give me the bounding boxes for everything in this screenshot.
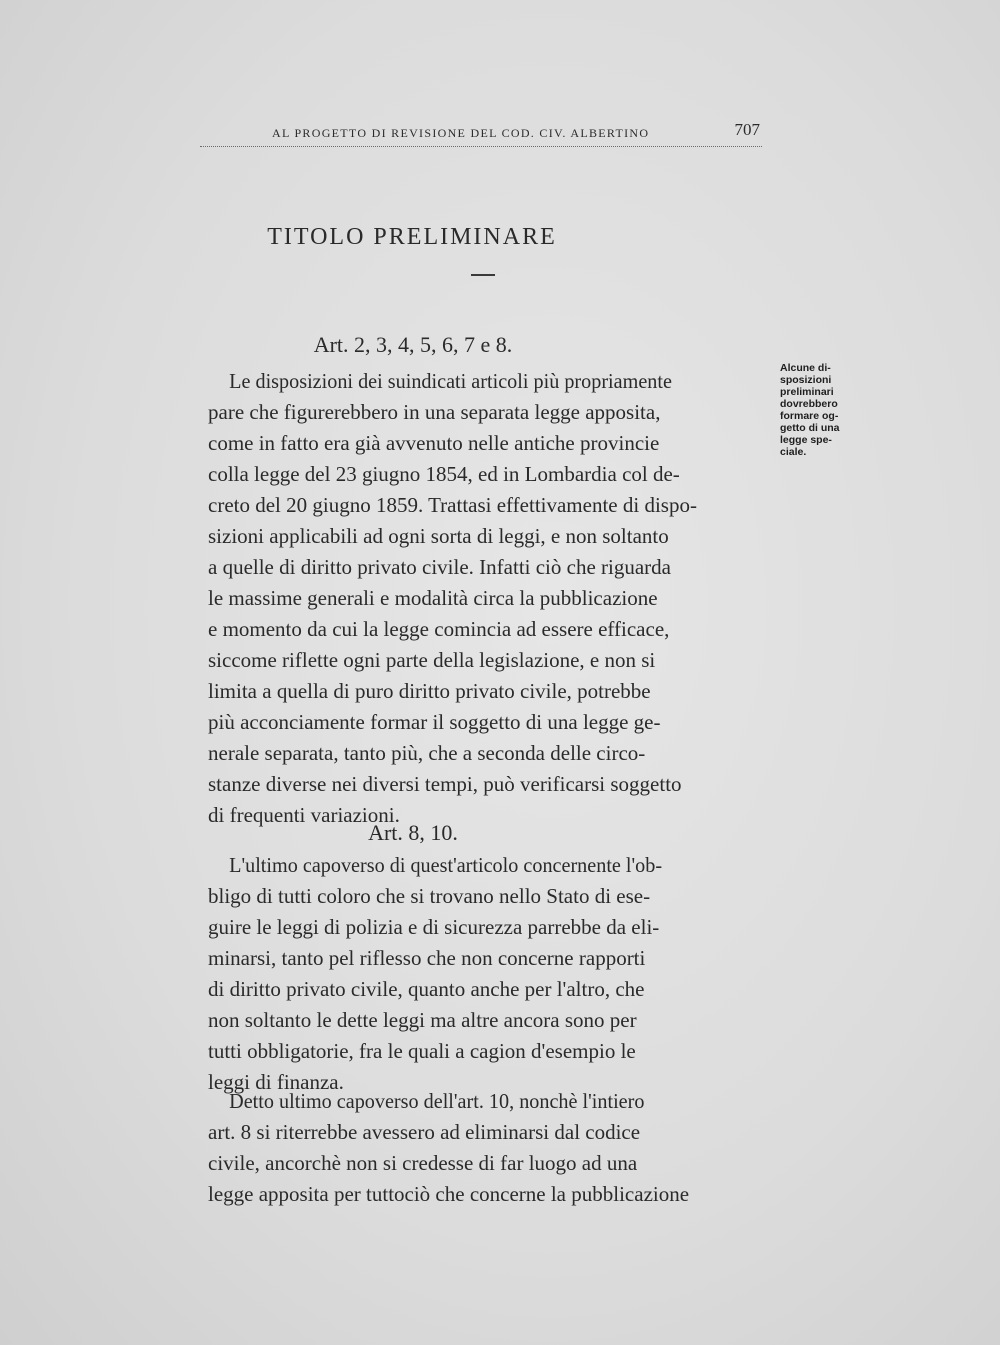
text-line: limita a quella di puro diritto privato civile, potrebbe	[208, 679, 651, 703]
article-heading: Art. 2, 3, 4, 5, 6, 7 e 8.	[313, 332, 513, 357]
marginal-note-line: getto di una	[780, 422, 840, 434]
text-line: più acconciamente formar il soggetto di una legge ge-	[208, 710, 661, 734]
title-rule	[471, 274, 495, 276]
text-line: colla legge del 23 giugno 1854, ed in Lombardia col de-	[208, 462, 680, 486]
page-number: 707	[734, 120, 760, 139]
text-line: e momento da cui la legge comincia ad essere efficace,	[208, 617, 670, 641]
text-line: di frequenti variazioni.	[208, 803, 400, 827]
text-line: Detto ultimo capoverso dell'art. 10, nonchè l'intiero	[229, 1089, 645, 1113]
marginal-note-line: preliminari	[780, 386, 834, 398]
text-line: non soltanto le dette leggi ma altre ancora sono per	[208, 1008, 637, 1032]
text-line: guire le leggi di polizia e di sicurezza parrebbe da eli-	[208, 915, 660, 939]
text-line: come in fatto era già avvenuto nelle antiche provincie	[208, 431, 660, 455]
text-line: stanze diverse nei diversi tempi, può verificarsi soggetto	[208, 772, 682, 796]
marginal-note-line: formare og-	[780, 410, 839, 422]
text-line: le massime generali e modalità circa la pubblicazione	[208, 586, 658, 610]
text-line: sizioni applicabili ad ogni sorta di leggi, e non soltanto	[208, 524, 669, 548]
text-line: Le disposizioni dei suindicati articoli più propriamente	[229, 369, 672, 393]
text-line: tutti obbligatorie, fra le quali a cagion d'esempio le	[208, 1039, 636, 1063]
marginal-note-line: dovrebbero	[780, 398, 838, 410]
text-line: bligo di tutti coloro che si trovano nello Stato di ese-	[208, 884, 651, 908]
text-line: civile, ancorchè non si credesse di far luogo ad una	[208, 1151, 638, 1175]
text-line: art. 8 si riterrebbe avessero ad eliminarsi dal codice	[208, 1120, 641, 1144]
text-line: siccome riflette ogni parte della legislazione, e non si	[208, 648, 656, 672]
marginal-note	[780, 362, 880, 458]
marginal-note-line: Alcune di-	[780, 362, 831, 374]
text-line: leggi di finanza.	[208, 1070, 344, 1094]
marginal-note-line: legge spe-	[780, 434, 832, 446]
running-title: AL PROGETTO DI REVISIONE DEL COD. CIV. ALBERTINO	[272, 126, 650, 140]
text-line: legge apposita per tuttociò che concerne la pubblicazione	[208, 1182, 690, 1206]
article-paragraph	[208, 850, 774, 1098]
text-line: di diritto privato civile, quanto anche per l'altro, che	[208, 977, 645, 1001]
text-line: L'ultimo capoverso di quest'articolo concernente l'ob-	[229, 853, 663, 877]
marginal-note-line: ciale.	[780, 446, 807, 458]
running-header	[200, 118, 762, 147]
article-paragraph	[208, 1086, 774, 1210]
marginal-note-line: sposizioni	[780, 374, 832, 386]
section-title: TITOLO PRELIMINARE	[267, 224, 557, 250]
text-line: creto del 20 giugno 1859. Trattasi effettivamente di dispo-	[208, 493, 697, 517]
text-line: nerale separata, tanto più, che a seconda delle circo-	[208, 741, 646, 765]
article-paragraph	[208, 366, 774, 831]
text-line: pare che figurerebbero in una separata legge apposita,	[208, 400, 661, 424]
text-line: a quelle di diritto privato civile. Infatti ciò che riguarda	[208, 555, 671, 579]
text-line: minarsi, tanto pel riflesso che non concerne rapporti	[208, 946, 646, 970]
article-heading: Art. 8, 10.	[368, 820, 458, 845]
